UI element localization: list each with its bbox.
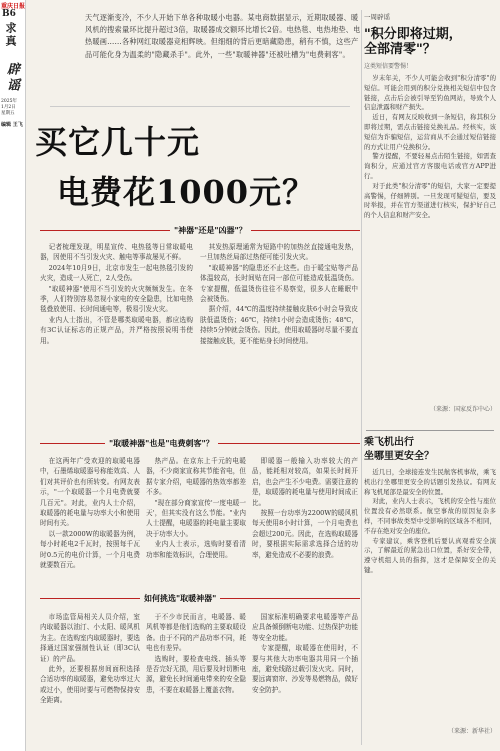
sidebar-article-1 [364, 12, 496, 413]
section-1-column-1: 记者梳理发现，明星宣传、电热毯等日常取暖电器，因使用不当引发火灾、触电等事故屡见不鲜。 2024年10月9日，北京市发生一起电热毯引发的火灾，造成一人死亡，2人受伤。 "取暖神器"使用不当引发的火灾频频发生。在冬季，人们特别容易忽视小家电的安全隐患，比如电热毯叠放使用、长时间通电等，极易引发火灾。 业内人士指出，不管是哪类取暖电器，都应选购有3C认证标志的正规产品，并严格按照说明书使用。 [40, 243, 193, 345]
section-1-title: "神器"还是"凶器"？ [170, 225, 251, 236]
column-divider [361, 10, 362, 745]
section-2-column-3: 即暖器一般输入功率较大的产品，能耗相对较高，如果长时间开启，也会产生不少电费。需要注意的是，取暖器的耗电量与使用时间成正比。 按照一台功率为2200W的暖风机每天使用8小时计算，一个月电费也会超过200元。因此，在选购取暖器时，要根据实际需求选择合适的功率，避免造成不必要的浪费。 [252, 457, 358, 559]
editor-credit: 编辑 王飞 [1, 122, 23, 128]
section-3-column-3: 国家标准明确要求电暖器等产品应具备倾倒断电功能、过热保护功能等安全功能。 专家提醒，取暖器在使用时，不要与其他大功率电器共用同一个插座，避免线路过载引发火灾。同时，要远离窗帘、沙发等易燃物品，做好安全防护。 [252, 613, 358, 694]
divider [366, 430, 494, 431]
headline-line-1: 买它几十元 [35, 123, 201, 161]
page-number: B6 [2, 9, 16, 19]
headline-line-2: 电费花1000元？ [57, 173, 316, 211]
lead-paragraph: 天气逐渐变冷，不少人开始下单各种取暖小电器。某电商数据显示，近期取暖器、暖风机的搜索量环比提升超过3倍，取暖器成交额环比增长2倍。电热毯、电热地垫、电热暖画……各种网红取暖器竞相辉映。但细细的背后更暗藏隐患，稍有不慎，这些产品可能化身为温柔的"隐藏杀手"。此外，一些"取暖神器"还被吐槽为"电费刺客"。 [85, 13, 361, 59]
page-sidebar [0, 0, 26, 751]
issue-date: 2025年 1月2日 星期五 [1, 99, 17, 116]
section-2-column-1: 在这两年广受欢迎的取暖电器中，石墨烯取暖器号称能效高、人们对其评价也有所转变。有网友表示，"一个取暖器一个月电费就要几百元"。对此，业内人士介绍，取暖器的耗电量与功率大小和使用时间有关。 以一款2000W的取暖器为例，每小时耗电2千瓦时，按照每千瓦时0.5元的电价计算，一个月电费就要数百元。 [40, 457, 140, 570]
section-1-column-2: 其发热原理通常为短路中的加热丝直接通电发热，一旦加热丝局部过热便可能引发火灾。 "取暖神器"的隐患还不止这些。由于暖宝贴等产品体温较高，长时间贴在同一部位可能造成低温烫伤。专家提醒，低温烫伤往往不易察觉，很多人在睡眠中会被烫伤。 据介绍，44℃的温度持续接触皮肤6小时会导致皮肤低温烫伤；46℃，持续1小时会造成烫伤；48℃，持续5分钟就会烫伤。因此，使用取暖器时尽量不要直接接触皮肤，更不能贴身长时间使用。 [200, 243, 358, 345]
section-3-column-1: 市场监管局相关人员介绍，室内取暖器以油汀、小太阳、暖风机为主。在选购室内取暖器时，要选择通过国家强制性认证（即3C认证）的产品。 此外，还要根据房间面积选择合适功率的取暖器，避免功率过大或过小，使用时要与可燃物保持安全距离。 [40, 613, 140, 705]
divider [50, 106, 350, 107]
section-2-column-2: 热产品。在京东上千元的电暖器，不少商家宣称其节能省电，但据专家介绍，电暖器的热效率都差不多。 "现在部分商家宣传'一度电暖一天'，但其实没有这么节能。"业内人士提醒，电暖器的耗电量主要取决于功率大小。 业内人士表示，选购时要看清功率和能效标识，合理使用。 [146, 457, 246, 559]
article-2-title: 乘飞机出行 坐哪里更安全？ [364, 437, 434, 462]
article-1-subtitle: 这类短信要警惕！ [364, 63, 413, 70]
article-1-source: （来源：国家反诈中心） [429, 406, 496, 413]
column-calligraphy: 辟谣 [4, 62, 19, 94]
column-name: 求真 [4, 22, 17, 48]
article-1-body: 岁末年关，不少人可能会收到"积分清零"的短信。可能会用到的积分兑换相关短信中包含链接，点击后会被引导至钓鱼网站，导致个人信息泄露和财产损失。 近日，有网友反映收到一条短信，称其积分即将过期，需点击链接兑换礼品。经核实，该短信为诈骗短信，运营商从不会通过短信链接的方式让用户兑换积分。 警方提醒，不要轻易点击陌生链接，如需查询积分，应通过官方客服电话或官方APP进行。 对于此类"积分清零"的短信，大家一定要提高警惕，仔细辨别。一旦发现可疑短信，要及时举报，并在官方渠道进行核实，保护好自己的个人信息和财产安全。 [364, 74, 496, 220]
section-3-column-2: 于不少市民而言，电暖器、暖风机等都是他们选购的主要取暖设备。由于不同的产品功率不同，耗电也有差异。 选购时，要检查电线、插头等是否完好无损，用后要及时切断电源，避免长时间通电带来的安全隐患，不要在取暖器上覆盖衣物。 [146, 613, 246, 694]
section-2-title: "取暖神器"也是"电费刺客"？ [105, 438, 218, 449]
section-3-title: 如何挑选"取暖神器" [140, 593, 220, 604]
article-2-body: 近几日，全球接连发生民航客机事故，乘飞机出行坐哪里更安全的话题引发热议。有网友称飞机尾部是最安全的位置。 对此，业内人士表示，飞机的安全性与座位位置没有必然联系。航空事故的原因复杂多样，不同事故类型中受影响的区域各不相同，不存在绝对安全的座位。 专家建议，乘客登机后要认真观看安全演示，了解最近的紧急出口位置，系好安全带，遵守机组人员的指挥，这才是保障安全的关键。 [364, 468, 496, 574]
newspaper-brand: 重庆日报 [1, 3, 26, 10]
article-2-source: （来源：新华社） [447, 728, 496, 735]
sidebar-article-2 [364, 436, 496, 735]
article-tag: 一周辟谣 [364, 13, 390, 21]
article-1-title: "积分即将过期， 全部清零"？ [364, 27, 462, 57]
main-headline [35, 117, 365, 213]
